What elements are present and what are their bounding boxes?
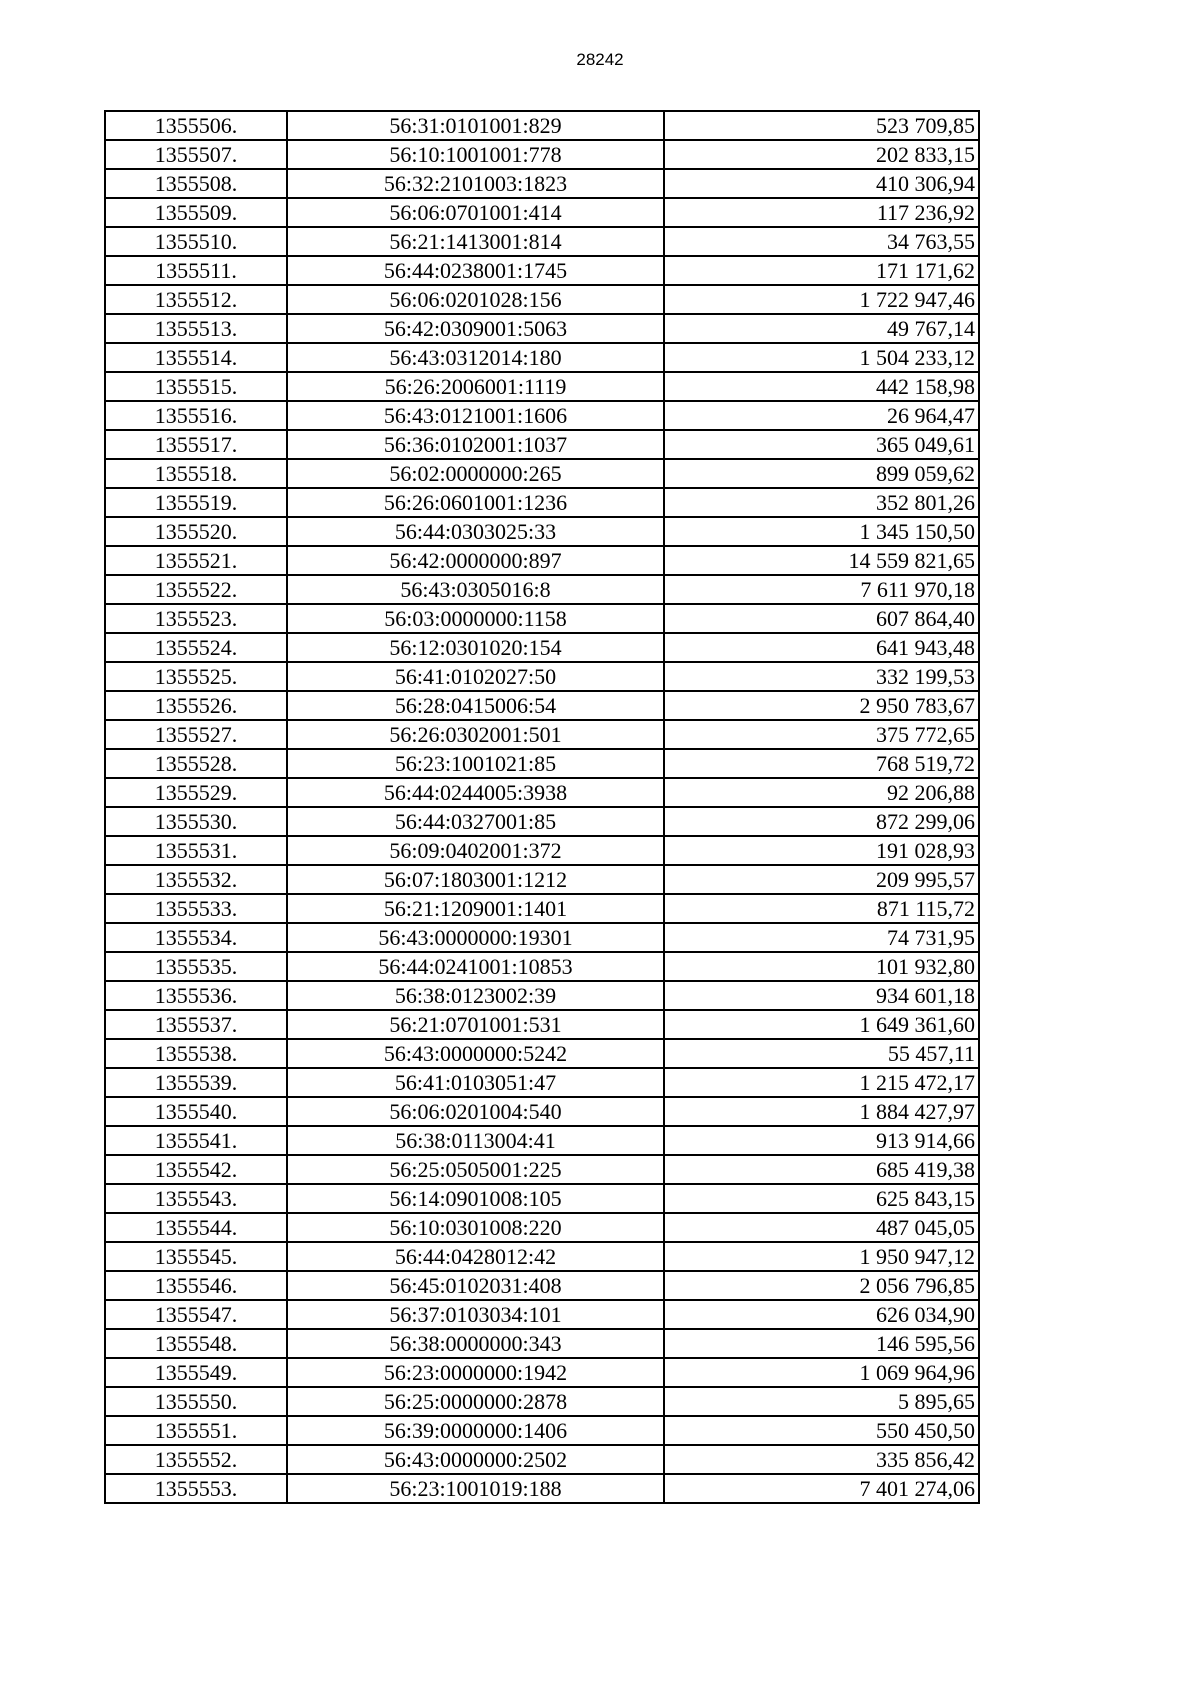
row-number-cell: 1355514. [105, 343, 287, 372]
table-row [105, 198, 979, 227]
row-number-cell: 1355549. [105, 1358, 287, 1387]
cadastral-number-cell: 56:43:0305016:8 [287, 575, 664, 604]
table-row [105, 1039, 979, 1068]
cadastral-number-cell: 56:44:0238001:1745 [287, 256, 664, 285]
cadastral-number-cell: 56:10:0301008:220 [287, 1213, 664, 1242]
value-cell: 7 401 274,06 [664, 1474, 979, 1503]
cadastral-number-cell: 56:07:1803001:1212 [287, 865, 664, 894]
table-row [105, 1213, 979, 1242]
value-cell: 34 763,55 [664, 227, 979, 256]
table-row [105, 1010, 979, 1039]
value-cell: 934 601,18 [664, 981, 979, 1010]
table-row [105, 807, 979, 836]
table-row [105, 169, 979, 198]
table-row [105, 1474, 979, 1503]
cadastral-number-cell: 56:32:2101003:1823 [287, 169, 664, 198]
cadastral-number-cell: 56:44:0428012:42 [287, 1242, 664, 1271]
table-row [105, 227, 979, 256]
value-cell: 55 457,11 [664, 1039, 979, 1068]
table-row [105, 517, 979, 546]
cadastral-number-cell: 56:39:0000000:1406 [287, 1416, 664, 1445]
row-number-cell: 1355551. [105, 1416, 287, 1445]
row-number-cell: 1355547. [105, 1300, 287, 1329]
table-row [105, 372, 979, 401]
row-number-cell: 1355508. [105, 169, 287, 198]
table-row [105, 459, 979, 488]
table-row [105, 256, 979, 285]
row-number-cell: 1355519. [105, 488, 287, 517]
table-row [105, 1387, 979, 1416]
value-cell: 1 215 472,17 [664, 1068, 979, 1097]
cadastral-number-cell: 56:12:0301020:154 [287, 633, 664, 662]
table-row [105, 140, 979, 169]
table-row [105, 1068, 979, 1097]
row-number-cell: 1355507. [105, 140, 287, 169]
table-row [105, 1097, 979, 1126]
table-row [105, 691, 979, 720]
cadastral-number-cell: 56:38:0000000:343 [287, 1329, 664, 1358]
cadastral-number-cell: 56:21:1413001:814 [287, 227, 664, 256]
table-row [105, 285, 979, 314]
row-number-cell: 1355545. [105, 1242, 287, 1271]
row-number-cell: 1355546. [105, 1271, 287, 1300]
row-number-cell: 1355532. [105, 865, 287, 894]
value-cell: 49 767,14 [664, 314, 979, 343]
registry-table-body [105, 111, 979, 1503]
cadastral-number-cell: 56:03:0000000:1158 [287, 604, 664, 633]
table-row [105, 952, 979, 981]
row-number-cell: 1355537. [105, 1010, 287, 1039]
row-number-cell: 1355531. [105, 836, 287, 865]
cadastral-number-cell: 56:06:0201004:540 [287, 1097, 664, 1126]
row-number-cell: 1355522. [105, 575, 287, 604]
row-number-cell: 1355524. [105, 633, 287, 662]
value-cell: 7 611 970,18 [664, 575, 979, 604]
value-cell: 1 504 233,12 [664, 343, 979, 372]
table-row [105, 430, 979, 459]
cadastral-number-cell: 56:44:0244005:3938 [287, 778, 664, 807]
row-number-cell: 1355512. [105, 285, 287, 314]
table-row [105, 1358, 979, 1387]
cadastral-number-cell: 56:10:1001001:778 [287, 140, 664, 169]
row-number-cell: 1355535. [105, 952, 287, 981]
row-number-cell: 1355516. [105, 401, 287, 430]
cadastral-number-cell: 56:43:0000000:19301 [287, 923, 664, 952]
row-number-cell: 1355534. [105, 923, 287, 952]
table-row [105, 1155, 979, 1184]
cadastral-number-cell: 56:23:1001019:188 [287, 1474, 664, 1503]
table-row [105, 720, 979, 749]
cadastral-number-cell: 56:36:0102001:1037 [287, 430, 664, 459]
row-number-cell: 1355526. [105, 691, 287, 720]
row-number-cell: 1355528. [105, 749, 287, 778]
value-cell: 1 722 947,46 [664, 285, 979, 314]
value-cell: 1 884 427,97 [664, 1097, 979, 1126]
row-number-cell: 1355530. [105, 807, 287, 836]
value-cell: 2 056 796,85 [664, 1271, 979, 1300]
value-cell: 14 559 821,65 [664, 546, 979, 575]
table-row [105, 662, 979, 691]
value-cell: 209 995,57 [664, 865, 979, 894]
table-row [105, 575, 979, 604]
cadastral-number-cell: 56:45:0102031:408 [287, 1271, 664, 1300]
cadastral-number-cell: 56:21:1209001:1401 [287, 894, 664, 923]
cadastral-number-cell: 56:38:0113004:41 [287, 1126, 664, 1155]
value-cell: 523 709,85 [664, 111, 979, 140]
table-row [105, 1126, 979, 1155]
table-row [105, 488, 979, 517]
cadastral-number-cell: 56:44:0241001:10853 [287, 952, 664, 981]
row-number-cell: 1355527. [105, 720, 287, 749]
row-number-cell: 1355521. [105, 546, 287, 575]
cadastral-number-cell: 56:43:0000000:2502 [287, 1445, 664, 1474]
table-row [105, 314, 979, 343]
table-row [105, 1329, 979, 1358]
cadastral-number-cell: 56:09:0402001:372 [287, 836, 664, 865]
row-number-cell: 1355520. [105, 517, 287, 546]
value-cell: 899 059,62 [664, 459, 979, 488]
value-cell: 335 856,42 [664, 1445, 979, 1474]
value-cell: 410 306,94 [664, 169, 979, 198]
cadastral-number-cell: 56:23:0000000:1942 [287, 1358, 664, 1387]
table-row [105, 865, 979, 894]
value-cell: 5 895,65 [664, 1387, 979, 1416]
table-row [105, 401, 979, 430]
table-row [105, 836, 979, 865]
cadastral-number-cell: 56:37:0103034:101 [287, 1300, 664, 1329]
value-cell: 487 045,05 [664, 1213, 979, 1242]
value-cell: 74 731,95 [664, 923, 979, 952]
cadastral-number-cell: 56:02:0000000:265 [287, 459, 664, 488]
row-number-cell: 1355536. [105, 981, 287, 1010]
row-number-cell: 1355523. [105, 604, 287, 633]
value-cell: 352 801,26 [664, 488, 979, 517]
table-row [105, 778, 979, 807]
row-number-cell: 1355541. [105, 1126, 287, 1155]
value-cell: 685 419,38 [664, 1155, 979, 1184]
cadastral-number-cell: 56:26:0601001:1236 [287, 488, 664, 517]
row-number-cell: 1355510. [105, 227, 287, 256]
value-cell: 641 943,48 [664, 633, 979, 662]
value-cell: 871 115,72 [664, 894, 979, 923]
table-row [105, 894, 979, 923]
value-cell: 202 833,15 [664, 140, 979, 169]
cadastral-number-cell: 56:44:0303025:33 [287, 517, 664, 546]
page-number: 28242 [576, 50, 624, 69]
table-row [105, 1300, 979, 1329]
row-number-cell: 1355553. [105, 1474, 287, 1503]
table-row [105, 1416, 979, 1445]
value-cell: 607 864,40 [664, 604, 979, 633]
cadastral-number-cell: 56:25:0000000:2878 [287, 1387, 664, 1416]
value-cell: 2 950 783,67 [664, 691, 979, 720]
cadastral-number-cell: 56:43:0312014:180 [287, 343, 664, 372]
cadastral-number-cell: 56:44:0327001:85 [287, 807, 664, 836]
cadastral-number-cell: 56:42:0309001:5063 [287, 314, 664, 343]
row-number-cell: 1355511. [105, 256, 287, 285]
value-cell: 146 595,56 [664, 1329, 979, 1358]
row-number-cell: 1355550. [105, 1387, 287, 1416]
table-row [105, 749, 979, 778]
table-row [105, 923, 979, 952]
cadastral-number-cell: 56:06:0701001:414 [287, 198, 664, 227]
cadastral-number-cell: 56:28:0415006:54 [287, 691, 664, 720]
row-number-cell: 1355539. [105, 1068, 287, 1097]
value-cell: 92 206,88 [664, 778, 979, 807]
cadastral-number-cell: 56:23:1001021:85 [287, 749, 664, 778]
row-number-cell: 1355542. [105, 1155, 287, 1184]
cadastral-number-cell: 56:43:0000000:5242 [287, 1039, 664, 1068]
value-cell: 442 158,98 [664, 372, 979, 401]
table-row [105, 111, 979, 140]
value-cell: 913 914,66 [664, 1126, 979, 1155]
row-number-cell: 1355543. [105, 1184, 287, 1213]
table-row [105, 1184, 979, 1213]
value-cell: 26 964,47 [664, 401, 979, 430]
value-cell: 191 028,93 [664, 836, 979, 865]
cadastral-number-cell: 56:25:0505001:225 [287, 1155, 664, 1184]
row-number-cell: 1355509. [105, 198, 287, 227]
value-cell: 625 843,15 [664, 1184, 979, 1213]
table-row [105, 633, 979, 662]
row-number-cell: 1355525. [105, 662, 287, 691]
table-row [105, 343, 979, 372]
value-cell: 1 649 361,60 [664, 1010, 979, 1039]
row-number-cell: 1355552. [105, 1445, 287, 1474]
value-cell: 375 772,65 [664, 720, 979, 749]
value-cell: 101 932,80 [664, 952, 979, 981]
row-number-cell: 1355506. [105, 111, 287, 140]
row-number-cell: 1355515. [105, 372, 287, 401]
row-number-cell: 1355538. [105, 1039, 287, 1068]
cadastral-number-cell: 56:38:0123002:39 [287, 981, 664, 1010]
value-cell: 626 034,90 [664, 1300, 979, 1329]
table-row [105, 981, 979, 1010]
value-cell: 365 049,61 [664, 430, 979, 459]
value-cell: 1 069 964,96 [664, 1358, 979, 1387]
cadastral-number-cell: 56:26:2006001:1119 [287, 372, 664, 401]
row-number-cell: 1355518. [105, 459, 287, 488]
cadastral-number-cell: 56:21:0701001:531 [287, 1010, 664, 1039]
value-cell: 768 519,72 [664, 749, 979, 778]
value-cell: 171 171,62 [664, 256, 979, 285]
cadastral-number-cell: 56:43:0121001:1606 [287, 401, 664, 430]
row-number-cell: 1355513. [105, 314, 287, 343]
cadastral-number-cell: 56:14:0901008:105 [287, 1184, 664, 1213]
cadastral-number-cell: 56:41:0103051:47 [287, 1068, 664, 1097]
table-row [105, 1271, 979, 1300]
cadastral-number-cell: 56:42:0000000:897 [287, 546, 664, 575]
table-row [105, 546, 979, 575]
table-row [105, 1242, 979, 1271]
row-number-cell: 1355548. [105, 1329, 287, 1358]
cadastral-number-cell: 56:41:0102027:50 [287, 662, 664, 691]
row-number-cell: 1355544. [105, 1213, 287, 1242]
registry-table [104, 110, 980, 1504]
value-cell: 550 450,50 [664, 1416, 979, 1445]
cadastral-number-cell: 56:26:0302001:501 [287, 720, 664, 749]
value-cell: 1 345 150,50 [664, 517, 979, 546]
row-number-cell: 1355533. [105, 894, 287, 923]
value-cell: 117 236,92 [664, 198, 979, 227]
value-cell: 1 950 947,12 [664, 1242, 979, 1271]
cadastral-number-cell: 56:06:0201028:156 [287, 285, 664, 314]
row-number-cell: 1355529. [105, 778, 287, 807]
value-cell: 872 299,06 [664, 807, 979, 836]
table-row [105, 1445, 979, 1474]
row-number-cell: 1355540. [105, 1097, 287, 1126]
row-number-cell: 1355517. [105, 430, 287, 459]
table-row [105, 604, 979, 633]
value-cell: 332 199,53 [664, 662, 979, 691]
cadastral-number-cell: 56:31:0101001:829 [287, 111, 664, 140]
